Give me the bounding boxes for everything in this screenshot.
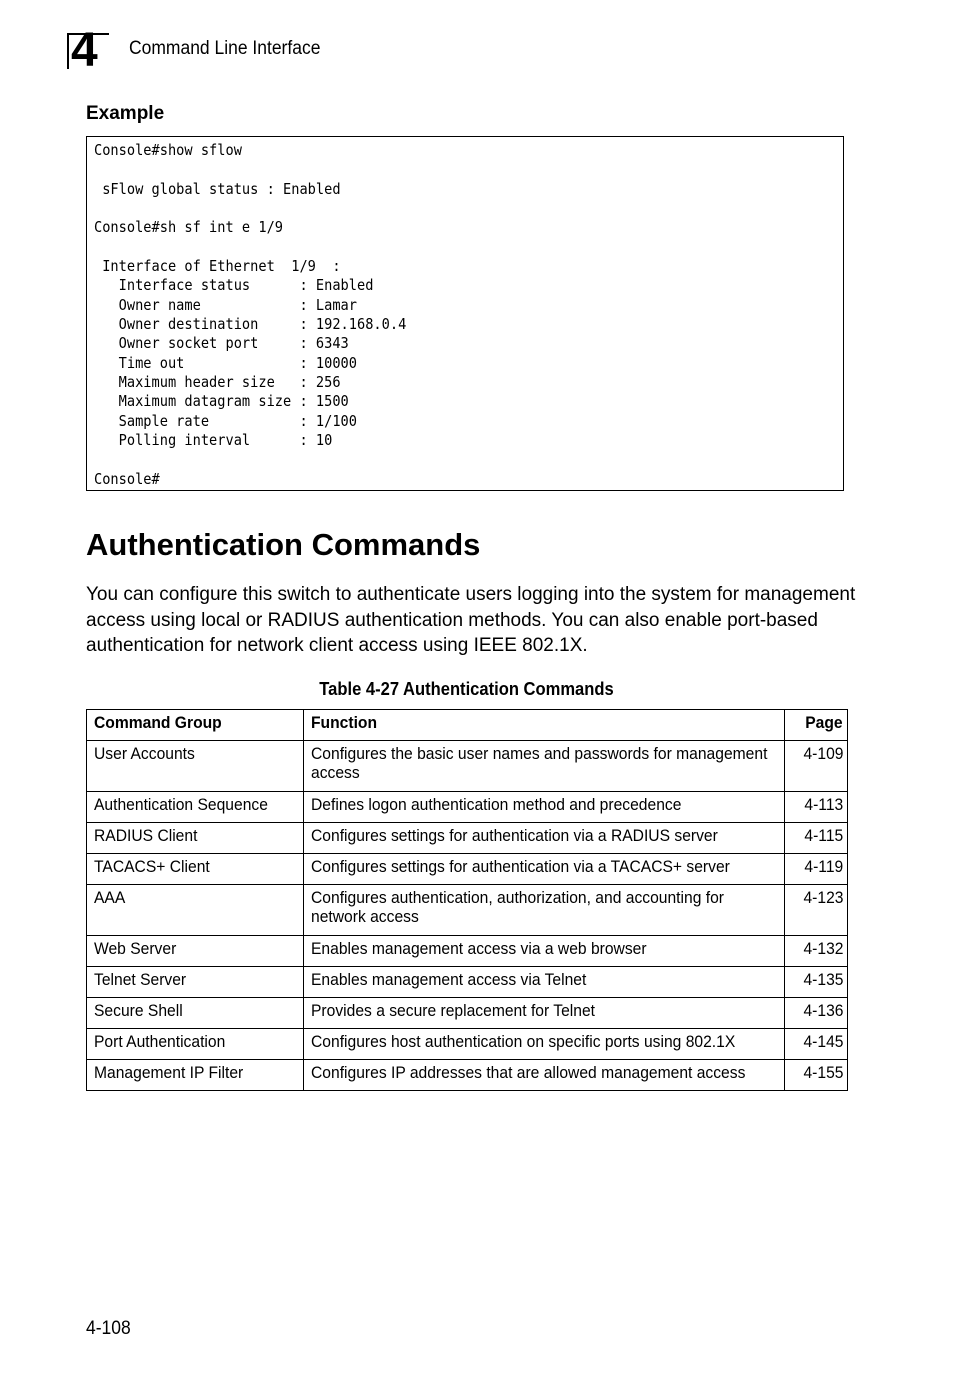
chapter-marker-rule <box>67 33 69 69</box>
cell-page: 4-109 <box>785 741 848 792</box>
cell-page: 4-145 <box>785 1029 848 1060</box>
console-output <box>94 141 406 489</box>
table-header-row <box>87 710 848 741</box>
intro-paragraph: You can configure this switch to authenticate users logging into the system for management access using local or RADIUS authentication methods. You can also enable port-based authentication for network client access using IEEE 802.1X. <box>86 584 856 656</box>
cell-command-group: Telnet Server <box>87 967 304 998</box>
console-line: sFlow global status : Enabled <box>94 179 341 198</box>
table-row <box>87 885 848 936</box>
console-line: Sample rate : 1/100 <box>94 411 357 430</box>
header-command-group: Command Group <box>87 710 304 741</box>
console-line: Maximum header size : 256 <box>94 373 341 392</box>
cell-page: 4-136 <box>785 998 848 1029</box>
authentication-commands-table <box>86 709 848 1091</box>
console-line: Console#sh sf int e 1/9 <box>94 218 284 237</box>
console-line: Interface status : Enabled <box>94 276 374 295</box>
cell-command-group: Management IP Filter <box>87 1060 304 1091</box>
cell-function: Configures host authentication on specific ports using 802.1X <box>304 1029 785 1060</box>
cell-command-group: Port Authentication <box>87 1029 304 1060</box>
console-line: Polling interval : 10 <box>94 431 333 450</box>
table-row <box>87 741 848 792</box>
console-line: Console#show sflow <box>94 141 242 159</box>
table-row <box>87 1029 848 1060</box>
running-title: Command Line Interface <box>129 38 321 59</box>
cell-page: 4-123 <box>785 885 848 936</box>
table-row <box>87 854 848 885</box>
cell-function: Provides a secure replacement for Telnet <box>304 998 785 1029</box>
section-title: Authentication Commands <box>86 527 481 562</box>
header-page: Page <box>785 710 848 741</box>
example-label: Example <box>86 103 165 124</box>
console-line: Owner destination : 192.168.0.4 <box>94 315 407 334</box>
console-line: Owner socket port : 6343 <box>94 334 349 353</box>
console-output-box <box>86 136 844 491</box>
cell-command-group: User Accounts <box>87 741 304 792</box>
cell-page: 4-119 <box>785 854 848 885</box>
console-line: Time out : 10000 <box>94 353 357 372</box>
cell-function: Configures settings for authentication via a TACACS+ server <box>304 854 785 885</box>
cell-function: Configures the basic user names and passwords for management access <box>304 741 785 792</box>
cell-page: 4-132 <box>785 936 848 967</box>
table-body <box>87 741 848 1091</box>
chapter-marker <box>67 24 109 77</box>
console-line: Maximum datagram size : 1500 <box>94 392 349 411</box>
table-row <box>87 792 848 823</box>
cell-command-group: TACACS+ Client <box>87 854 304 885</box>
cell-function: Defines logon authentication method and precedence <box>304 792 785 823</box>
table-row <box>87 1060 848 1091</box>
cell-function: Enables management access via a web browser <box>304 936 785 967</box>
console-line: Owner name : Lamar <box>94 295 357 314</box>
cell-command-group: AAA <box>87 885 304 936</box>
chapter-number: 4 <box>71 24 98 77</box>
table-row <box>87 998 848 1029</box>
table-caption: Table 4-27 Authentication Commands <box>319 679 614 699</box>
cell-function: Configures authentication, authorization, and accounting for network access <box>304 885 785 936</box>
cell-function: Configures IP addresses that are allowed management access <box>304 1060 785 1091</box>
table-row <box>87 967 848 998</box>
cell-command-group: RADIUS Client <box>87 823 304 854</box>
cell-page: 4-115 <box>785 823 848 854</box>
cell-command-group: Secure Shell <box>87 998 304 1029</box>
cell-page: 4-135 <box>785 967 848 998</box>
console-line: Console# <box>94 469 160 488</box>
page-number: 4-108 <box>86 1318 131 1339</box>
header-function: Function <box>304 710 785 741</box>
cell-function: Configures settings for authentication via a RADIUS server <box>304 823 785 854</box>
cell-command-group: Authentication Sequence <box>87 792 304 823</box>
cell-page: 4-113 <box>785 792 848 823</box>
table-row <box>87 823 848 854</box>
console-line: Interface of Ethernet 1/9 : <box>94 257 341 276</box>
cell-command-group: Web Server <box>87 936 304 967</box>
table-row <box>87 936 848 967</box>
cell-page: 4-155 <box>785 1060 848 1091</box>
cell-function: Enables management access via Telnet <box>304 967 785 998</box>
